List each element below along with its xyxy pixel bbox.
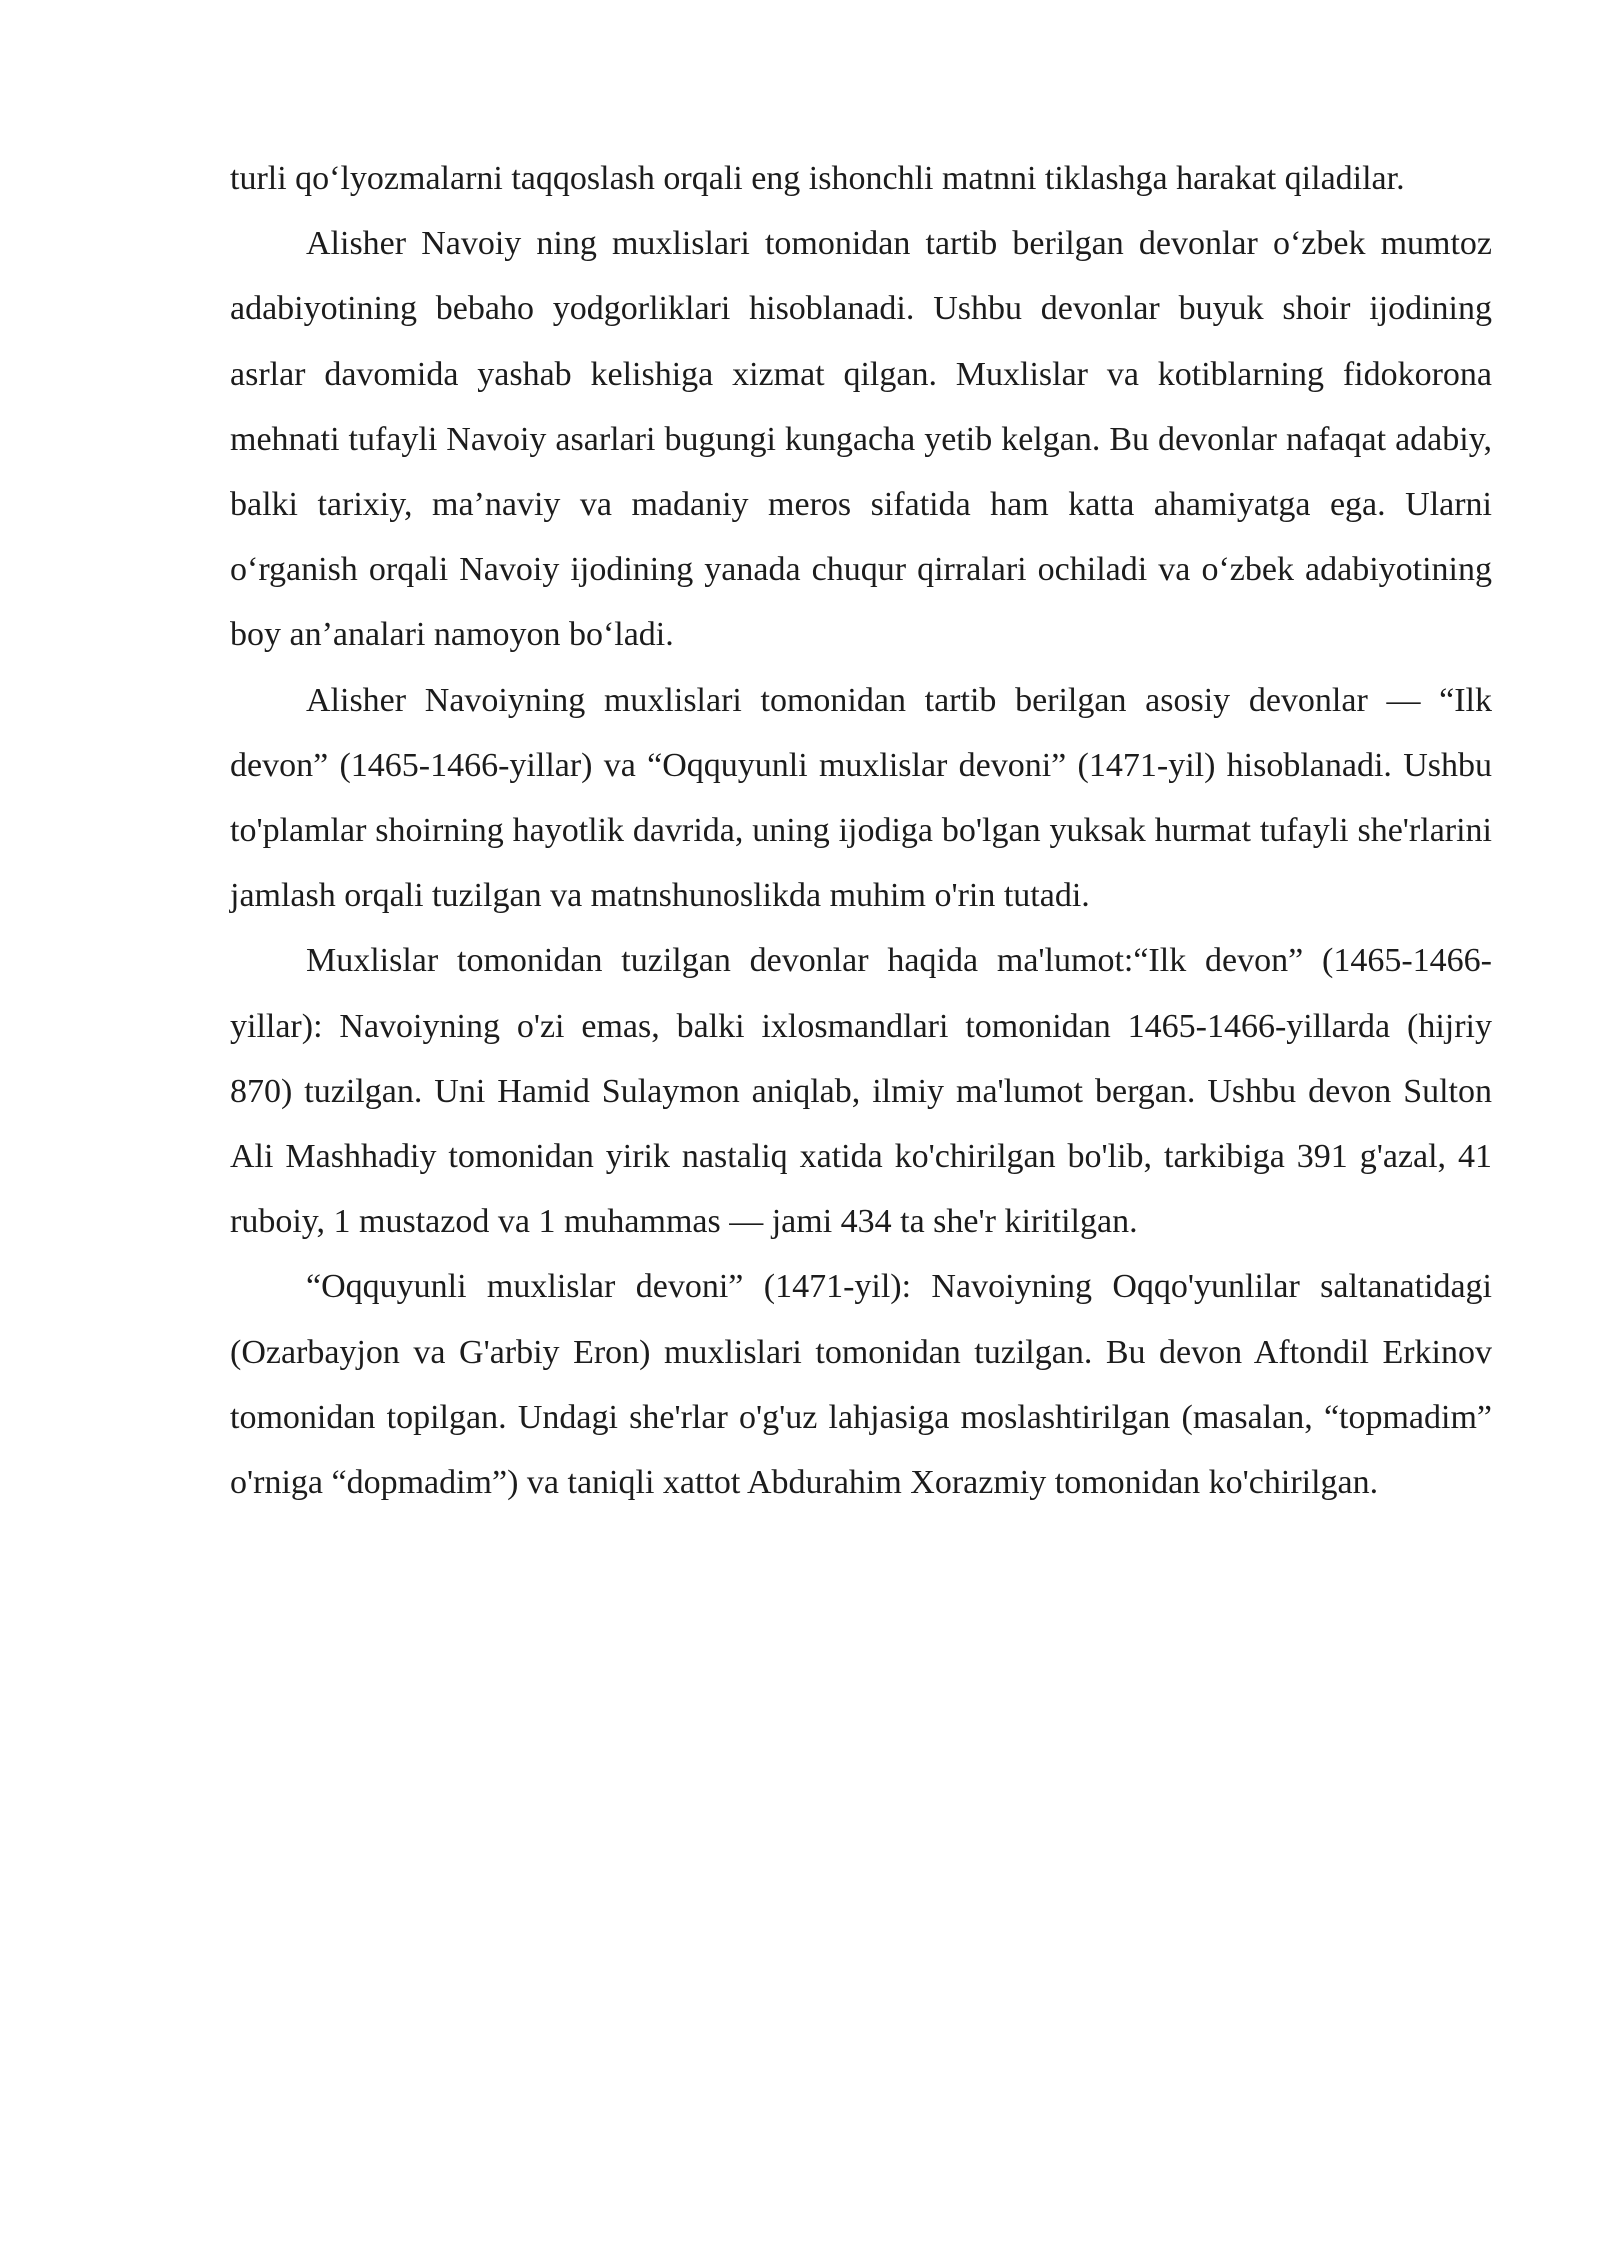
paragraph-navoiy-devons-value: Alisher Navoiy ning muxlislari tomonidan tartib berilgan devonlar o‘zbek mumtoz adabiyotining bebaho yodgorliklari hisoblanadi. Ushbu devonlar buyuk shoir ijodining asrlar davomida yashab kelishiga xizmat qilgan. Muxlislar va kotiblarning fidokorona mehnati tufayli Navoiy asarlari bugungi kungacha yetib kelgan. Bu devonlar nafaqat adabiy, balki tarixiy, ma’naviy va madaniy meros sifatida ham katta ahamiyatga ega. Ularni o‘rganish orqali Navoiy ijodining yanada chuqur qirralari ochiladi va o‘zbek adabiyotining boy an’analari namoyon bo‘ladi. (230, 225, 1492, 654)
paragraph-ilk-devon: Muxlislar tomonidan tuzilgan devonlar haqida ma'lumot:“Ilk devon” (1465-1466-yillar): Navoiyning o'zi emas, balki ixlosmandlari tomonidan 1465-1466-yillarda (hijriy 870) tuzilgan. Uni Hamid Sulaymon aniqlab, ilmiy ma'lumot bergan. Ushbu devon Sulton Ali Mashhadiy tomonidan yirik nastaliq xatida ko'chirilgan bo'lib, tarkibiga 391 g'azal, 41 ruboiy, 1 mustazod va 1 muhammas — jami 434 ta she'r kiritilgan. (230, 942, 1492, 1241)
paragraph-oqquyunli-devon: “Oqquyunli muxlislar devoni” (1471-yil): Navoiyning Oqqo'yunlilar saltanatidagi (Ozarbayjon va G'arbiy Eron) muxlislari tomonidan tuzilgan. Bu devon Aftondil Erkinov tomonidan topilgan. Undagi she'rlar o'g'uz lahjasiga moslashtirilgan (masalan, “topmadim” o'rniga “dopmadim”) va taniqli xattot Abdurahim Xorazmiy tomonidan ko'chirilgan. (230, 1268, 1492, 1502)
body-text (230, 146, 1492, 1515)
paragraph-continuation: turli qo‘lyozmalarni taqqoslash orqali eng ishonchli matnni tiklashga harakat qiladilar. (230, 160, 1405, 197)
paragraph-main-devons: Alisher Navoiyning muxlislari tomonidan tartib berilgan asosiy devonlar — “Ilk devon” (1465-1466-yillar) va “Oqquyunli muxlislar devoni” (1471-yil) hisoblanadi. Ushbu to'plamlar shoirning hayotlik davrida, uning ijodiga bo'lgan yuksak hurmat tufayli she'rlarini jamlash orqali tuzilgan va matnshunoslikda muhim o'rin tutadi. (230, 681, 1492, 915)
